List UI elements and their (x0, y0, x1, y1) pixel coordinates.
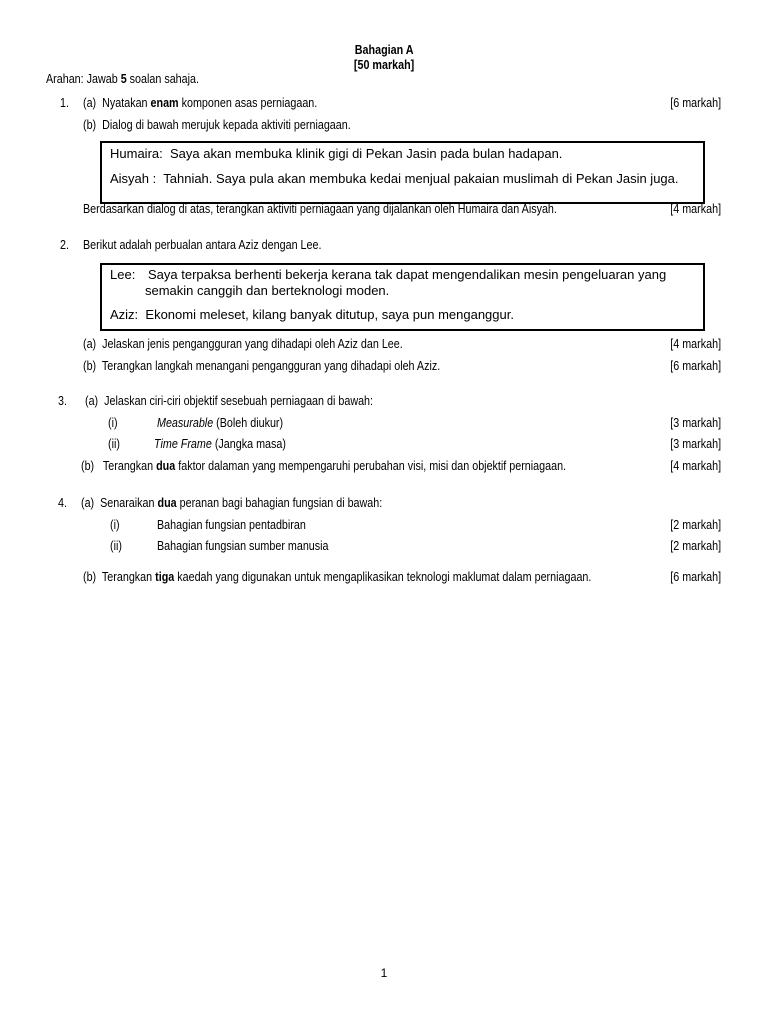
q4-ii-marks: [2 markah] (670, 539, 721, 553)
q3-ii-text: Time Frame (Jangka masa) (154, 437, 286, 451)
section-total-marks: [50 markah] (353, 58, 415, 72)
q2-dialog-aziz-line: Aziz: Ekonomi meleset, kilang banyak ditutup, saya pun menganggur. (110, 307, 514, 322)
q3-i-marks: [3 markah] (670, 416, 721, 430)
q1-dialog-line-aisyah: Aisyah : Tahniah. Saya pula akan membuka kedai menjual pakaian muslimah di Pekan Jasin juga. (110, 171, 679, 186)
instruction: Arahan: Jawab 5 soalan sahaja. (46, 72, 199, 86)
q2-b-text: (b) Terangkan langkah menangani pengangguran yang dihadapi oleh Aziz. (83, 359, 441, 373)
q4-ii-text: Bahagian fungsian sumber manusia (157, 539, 329, 553)
q2-number: 2. (60, 238, 69, 252)
q2-intro: Berikut adalah perbualan antara Aziz dengan Lee. (83, 238, 322, 252)
q3-ii-marks: [3 markah] (670, 437, 721, 451)
page-number: 1 (380, 966, 388, 980)
q2-b-marks: [6 markah] (670, 359, 721, 373)
q3-number: 3. (58, 394, 67, 408)
q4-b-text: (b) Terangkan tiga kaedah yang digunakan untuk mengaplikasikan teknologi maklumat dalam perniagaan. (83, 570, 592, 584)
q3-i-text: Measurable (Boleh diukur) (157, 416, 284, 430)
q1-dialog-line-humaira: Humaira: Saya akan membuka klinik gigi di Pekan Jasin pada bulan hadapan. (110, 146, 563, 161)
q2-dialog-lee-line1: Saya terpaksa berhenti bekerja kerana tak dapat mengendalikan mesin pengeluaran yang (148, 267, 667, 282)
q1-a-text: (a) Nyatakan enam komponen asas perniagaan. (83, 96, 318, 110)
q1-b-text: (b) Dialog di bawah merujuk kepada aktiviti perniagaan. (83, 118, 351, 132)
q4-a-text: (a) Senaraikan dua peranan bagi bahagian fungsian di bawah: (81, 496, 383, 510)
q2-dialog-lee-line2: semakin canggih dan berteknologi moden. (145, 283, 390, 298)
q1-number: 1. (60, 96, 69, 110)
q3-b-marks: [4 markah] (670, 459, 721, 473)
q3-i-label: (i) (108, 416, 118, 430)
q3-b-text: (b) Terangkan dua faktor dalaman yang mempengaruhi perubahan visi, misi dan objektif perniagaan. (81, 459, 567, 473)
q4-i-label: (i) (110, 518, 120, 532)
section-title: Bahagian A (354, 43, 414, 57)
q1-b-marks: [4 markah] (670, 202, 721, 216)
q3-ii-label: (ii) (108, 437, 120, 451)
q1-a-marks: [6 markah] (670, 96, 721, 110)
q1-b-question: Berdasarkan dialog di atas, terangkan aktiviti perniagaan yang dijalankan oleh Humaira dan Aisyah. (83, 202, 557, 216)
q3-a-text: (a) Jelaskan ciri-ciri objektif sesebuah perniagaan di bawah: (85, 394, 374, 408)
q2-a-text: (a) Jelaskan jenis pengangguran yang dihadapi oleh Aziz dan Lee. (83, 337, 403, 351)
q2-dialog-lee-speaker: Lee: (110, 267, 136, 282)
q2-a-marks: [4 markah] (670, 337, 721, 351)
q4-b-marks: [6 markah] (670, 570, 721, 584)
q4-i-marks: [2 markah] (670, 518, 721, 532)
q4-number: 4. (58, 496, 67, 510)
q4-i-text: Bahagian fungsian pentadbiran (157, 518, 306, 532)
q4-ii-label: (ii) (110, 539, 122, 553)
